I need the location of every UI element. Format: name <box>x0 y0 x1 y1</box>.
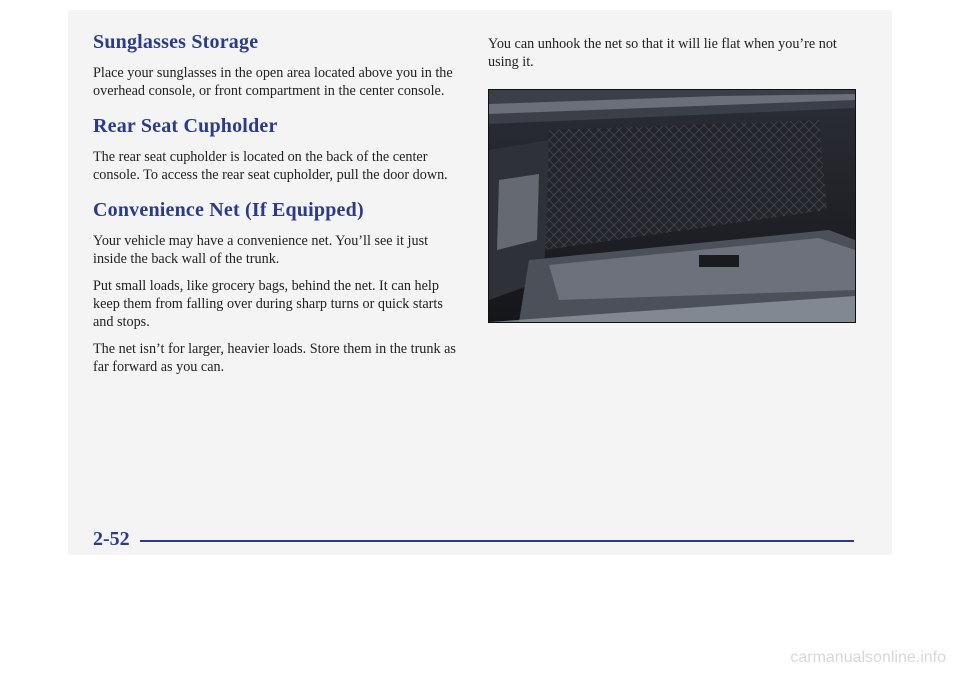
paragraph-net-3: The net isn’t for larger, heavier loads. Store them in the trunk as far forward as you can. <box>93 341 456 375</box>
section-convenience-net <box>93 196 463 376</box>
section-rear-cupholder <box>93 112 463 184</box>
trunk-net-illustration <box>489 90 855 322</box>
page-number: 2-52 <box>93 528 130 550</box>
paragraph-net-1: Your vehicle may have a convenience net. You’ll see it just inside the back wall of the trunk. <box>93 233 429 267</box>
watermark-text: carmanualsonline.info <box>790 649 946 666</box>
section-sunglasses <box>93 28 463 100</box>
paragraph-unhook-net: You can unhook the net so that it will lie flat when you’re not using it. <box>488 36 837 70</box>
left-column <box>93 28 463 388</box>
paragraph-net-2: Put small loads, like grocery bags, behind the net. It can help keep them from falling over during sharp turns or quick starts and stops. <box>93 278 443 330</box>
trunk-net-photo <box>488 89 856 323</box>
heading-rear-seat-cupholder: Rear Seat Cupholder <box>93 115 278 137</box>
heading-sunglasses-storage: Sunglasses Storage <box>93 31 259 53</box>
footer-rule <box>140 540 854 542</box>
right-column <box>488 35 868 80</box>
heading-convenience-net: Convenience Net (If Equipped) <box>93 199 364 221</box>
paragraph-rear-cupholder: The rear seat cupholder is located on the back of the center console. To access the rear seat cupholder, pull the door down. <box>93 149 448 183</box>
paragraph-sunglasses: Place your sunglasses in the open area located above you in the overhead console, or front compartment in the center console. <box>93 65 453 99</box>
